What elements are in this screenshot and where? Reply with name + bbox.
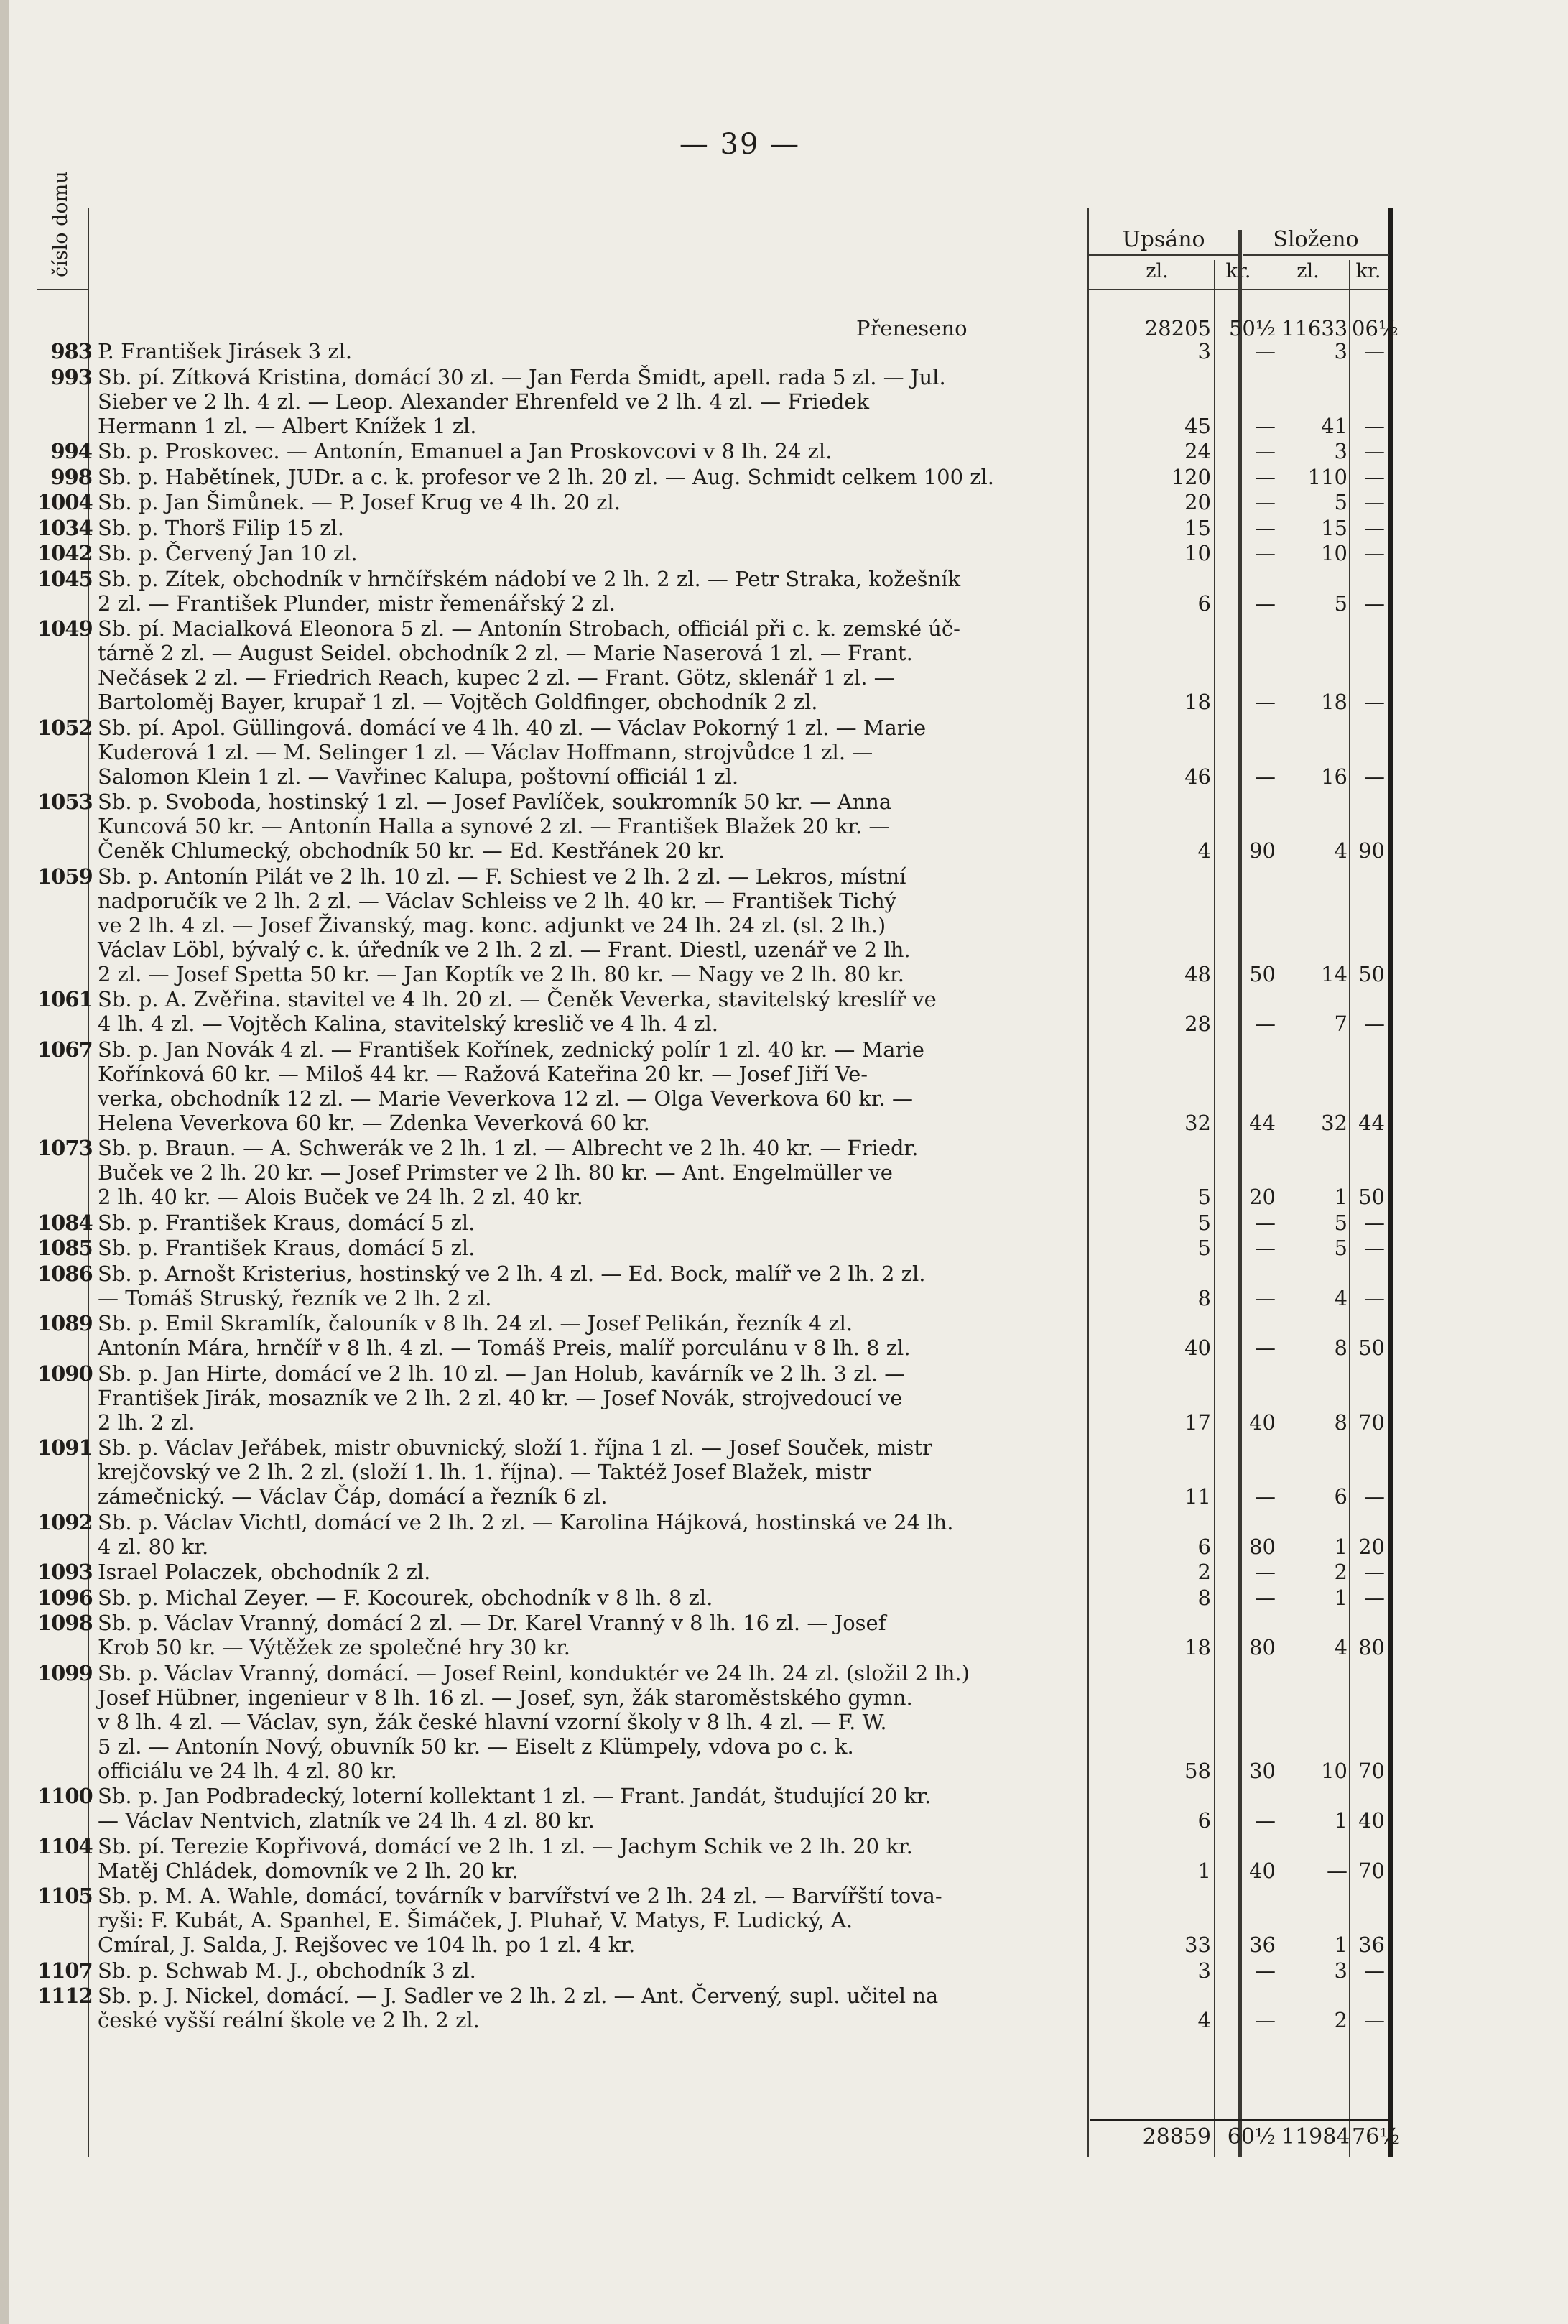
amount-upsano-kr: — bbox=[1255, 1484, 1276, 1509]
amount-upsano-zl: 5 bbox=[1197, 1210, 1211, 1235]
entry-text: Sb. p. Schwab M. J., obchodník 3 zl. bbox=[98, 1958, 476, 1983]
amount-upsano-zl: 28 bbox=[1184, 1011, 1211, 1036]
entry-text: Sb. p. Svoboda, hostinský 1 zl. — Josef Pavlíček, soukromník 50 kr. — Anna Kuncová 50 kr. — Antonín Halla a synové 2 zl. — František Blažek 20 kr. — Čeněk Chlumecký, obchodník 50 kr. — Ed. Kestřánek 20 kr. bbox=[98, 790, 892, 863]
house-number: 1093 bbox=[37, 1560, 93, 1584]
house-number: 1112 bbox=[37, 1983, 93, 2008]
amount-upsano-zl: 11 bbox=[1184, 1484, 1211, 1509]
donation-table bbox=[37, 171, 1401, 2157]
amount-slozeno-zl: 6 bbox=[1334, 1484, 1347, 1509]
entry-text: Israel Polaczek, obchodník 2 zl. bbox=[98, 1560, 431, 1584]
column-header-number bbox=[37, 171, 89, 290]
carried-label: Přeneseno bbox=[856, 316, 968, 341]
amount-upsano-zl: 32 bbox=[1184, 1110, 1211, 1135]
amount-slozeno-zl: 3 bbox=[1334, 439, 1347, 463]
amount-slozeno-kr: 50 bbox=[1358, 1185, 1385, 1209]
amount-upsano-zl: 10 bbox=[1184, 541, 1211, 565]
amount-slozeno-zl: 41 bbox=[1321, 413, 1347, 438]
amount-upsano-zl: 20 bbox=[1184, 490, 1211, 514]
table-row bbox=[37, 1661, 1388, 1783]
amount-upsano-kr: 80 bbox=[1249, 1534, 1276, 1559]
entry-text: Sb. p. A. Zvěřina. stavitel ve 4 lh. 20 zl. — Čeněk Veverka, stavitelský kreslíř ve 4 lh. 4 zl. — Vojtěch Kalina, stavitelský kreslič ve 4 lh. 4 zl. bbox=[98, 987, 937, 1036]
amount-slozeno-zl: 110 bbox=[1307, 464, 1347, 489]
house-number: 998 bbox=[50, 464, 92, 489]
amount-slozeno-kr: — bbox=[1364, 1011, 1385, 1036]
carried-slozeno-zl: 11633 bbox=[1281, 316, 1348, 341]
entry-text: Sb. p. Václav Jeřábek, mistr obuvnický, složí 1. října 1 zl. — Josef Souček, mistr krejčovský ve 2 lh. 2 zl. (složí 1. lh. 1. října). — Taktéž Josef Blažek, mistr zámečnický. — Václav Čáp, domácí a řezník 6 zl. bbox=[98, 1435, 932, 1509]
entry-text: Sb. p. Proskovec. — Antonín, Emanuel a Jan Proskovcovi v 8 lh. 24 zl. bbox=[98, 439, 832, 463]
amount-upsano-zl: 58 bbox=[1184, 1758, 1211, 1783]
amount-slozeno-zl: 1 bbox=[1334, 1932, 1347, 1957]
carried-upsano-kr: 50½ bbox=[1228, 316, 1276, 341]
amount-upsano-zl: 1 bbox=[1197, 1858, 1211, 1883]
amount-upsano-kr: — bbox=[1255, 339, 1276, 364]
amount-slozeno-kr: — bbox=[1364, 541, 1385, 565]
entry-text: Sb. p. Emil Skramlík, čalouník v 8 lh. 24 zl. — Josef Pelikán, řezník 4 zl. Antonín Mára, hrnčíř v 8 lh. 4 zl. — Tomáš Preis, malíř porculánu v 8 lh. 8 zl. bbox=[98, 1311, 911, 1360]
header-slozeno: Složeno bbox=[1243, 227, 1389, 256]
totals-row bbox=[1090, 2119, 1401, 2150]
amount-upsano-zl: 3 bbox=[1197, 1958, 1211, 1983]
house-number: 1092 bbox=[37, 1509, 93, 1534]
house-number: 1089 bbox=[37, 1311, 93, 1335]
amount-slozeno-zl: 8 bbox=[1334, 1409, 1347, 1435]
entry-text: Sb. p. J. Nickel, domácí. — J. Sadler ve 2 lh. 2 zl. — Ant. Červený, supl. učitel na české vyšší reální škole ve 2 lh. 2 zl. bbox=[98, 1983, 939, 2032]
amount-upsano-kr: 44 bbox=[1249, 1110, 1276, 1135]
house-number: 1091 bbox=[37, 1435, 93, 1460]
amount-upsano-zl: 48 bbox=[1184, 961, 1211, 986]
amount-upsano-zl: 18 bbox=[1184, 1635, 1211, 1659]
entry-text: Sb. p. Jan Podbradecký, loterní kollektant 1 zl. — Frant. Jandát, študující 20 kr. — Václav Nentvich, zlatník ve 24 lh. 4 zl. 80 kr. bbox=[98, 1784, 932, 1833]
table-row bbox=[37, 716, 1388, 789]
entry-text: Sb. p. Václav Vichtl, domácí ve 2 lh. 2 zl. — Karolina Hájková, hostinská ve 24 lh. 4 zl. 80 kr. bbox=[98, 1509, 954, 1559]
amount-slozeno-zl: 32 bbox=[1321, 1110, 1347, 1135]
entry-text: Sb. p. M. A. Wahle, domácí, továrník v barvířství ve 2 lh. 24 zl. — Barvířští tova- ryši: F. Kubát, A. Spanhel, E. Šimáček, J. Pluhař, V. Matys, F. Ludický, A. Cmíral, J. Salda, J. Rejšovec ve 104 lh. po 1 zl. 4 kr. bbox=[98, 1884, 942, 1957]
amount-slozeno-kr: 44 bbox=[1358, 1110, 1385, 1135]
amount-upsano-kr: — bbox=[1255, 490, 1276, 514]
amount-slozeno-kr: 20 bbox=[1358, 1534, 1385, 1559]
house-number: 1042 bbox=[37, 541, 93, 565]
carried-upsano-zl: 28205 bbox=[1144, 316, 1211, 341]
amount-upsano-kr: — bbox=[1255, 591, 1276, 616]
table-row bbox=[37, 1784, 1388, 1833]
amount-upsano-zl: 33 bbox=[1184, 1932, 1211, 1957]
house-number: 1004 bbox=[37, 490, 93, 514]
amount-slozeno-zl: 4 bbox=[1334, 838, 1347, 863]
amount-slozeno-kr: — bbox=[1364, 464, 1385, 489]
table-row bbox=[37, 1834, 1388, 1883]
amount-upsano-kr: — bbox=[1255, 1210, 1276, 1235]
house-number: 994 bbox=[50, 439, 92, 463]
entry-text: Sb. pí. Terezie Kopřivová, domácí ve 2 lh. 1 zl. — Jachym Schik ve 2 lh. 20 kr. Matěj Chládek, domovník ve 2 lh. 20 kr. bbox=[98, 1833, 913, 1883]
table-row bbox=[37, 541, 1388, 565]
table-row bbox=[37, 1210, 1388, 1235]
table-row bbox=[37, 1611, 1388, 1659]
entry-text: Sb. p. Červený Jan 10 zl. bbox=[98, 541, 358, 565]
amount-slozeno-kr: — bbox=[1364, 490, 1385, 514]
amount-upsano-zl: 8 bbox=[1197, 1585, 1211, 1610]
amount-upsano-kr: — bbox=[1255, 464, 1276, 489]
amount-slozeno-zl: 8 bbox=[1334, 1335, 1347, 1360]
amount-slozeno-zl: 1 bbox=[1334, 1808, 1347, 1833]
amount-upsano-kr: — bbox=[1255, 2008, 1276, 2032]
house-number: 1104 bbox=[37, 1833, 93, 1858]
house-number: 1053 bbox=[37, 790, 93, 814]
entry-text: Sb. p. Michal Zeyer. — F. Kocourek, obchodník v 8 lh. 8 zl. bbox=[98, 1585, 713, 1610]
amount-slozeno-zl: 1 bbox=[1334, 1534, 1347, 1559]
amount-upsano-zl: 3 bbox=[1197, 339, 1211, 364]
amount-upsano-kr: — bbox=[1255, 1285, 1276, 1310]
amount-slozeno-kr: 70 bbox=[1358, 1409, 1385, 1435]
amount-upsano-zl: 6 bbox=[1197, 1808, 1211, 1833]
amount-upsano-zl: 6 bbox=[1197, 591, 1211, 616]
amount-upsano-zl: 4 bbox=[1197, 2008, 1211, 2032]
amount-slozeno-kr: — bbox=[1364, 690, 1385, 714]
amount-slozeno-kr: — bbox=[1364, 339, 1385, 364]
house-number: 1099 bbox=[37, 1660, 93, 1685]
amount-slozeno-zl: 16 bbox=[1321, 764, 1347, 789]
amount-slozeno-zl: 5 bbox=[1334, 1210, 1347, 1235]
amount-upsano-zl: 17 bbox=[1184, 1409, 1211, 1435]
house-number: 1084 bbox=[37, 1210, 93, 1235]
header-slozeno-zl: zl. bbox=[1296, 260, 1319, 282]
house-number: 1100 bbox=[37, 1784, 93, 1808]
entry-text: Sb. p. Jan Hirte, domácí ve 2 lh. 10 zl. — Jan Holub, kavárník ve 2 lh. 3 zl. — František Jirák, mosazník ve 2 lh. 2 zl. 40 kr. — Josef Novák, strojvedoucí ve 2 lh. 2 zl. bbox=[98, 1361, 906, 1435]
amount-upsano-kr: — bbox=[1255, 1335, 1276, 1360]
table-row bbox=[37, 1560, 1388, 1584]
amount-upsano-zl: 18 bbox=[1184, 690, 1211, 714]
page-number: — 39 — bbox=[679, 128, 801, 161]
amount-slozeno-zl: 5 bbox=[1334, 591, 1347, 616]
amount-slozeno-zl: 7 bbox=[1334, 1011, 1347, 1036]
table-row bbox=[37, 1236, 1388, 1260]
entry-text: Sb. p. Jan Šimůnek. — P. Josef Krug ve 4 lh. 20 zl. bbox=[98, 490, 621, 514]
house-number: 1067 bbox=[37, 1037, 93, 1062]
amount-upsano-kr: — bbox=[1255, 1585, 1276, 1610]
house-number: 1034 bbox=[37, 515, 93, 540]
amount-slozeno-zl: 1 bbox=[1334, 1185, 1347, 1209]
table-row bbox=[37, 987, 1388, 1036]
table-row bbox=[37, 864, 1388, 986]
house-number: 1098 bbox=[37, 1611, 93, 1635]
header-upsano-zl: zl. bbox=[1146, 260, 1169, 282]
amount-upsano-kr: 40 bbox=[1249, 1409, 1276, 1435]
amount-upsano-kr: — bbox=[1255, 1808, 1276, 1833]
house-number: 1086 bbox=[37, 1261, 93, 1286]
amount-slozeno-kr: — bbox=[1364, 1484, 1385, 1509]
amount-upsano-zl: 45 bbox=[1184, 413, 1211, 438]
total-upsano-zl: 28859 bbox=[1142, 2124, 1211, 2149]
amount-slozeno-kr: 70 bbox=[1358, 1758, 1385, 1783]
house-number: 1045 bbox=[37, 566, 93, 591]
table-row bbox=[37, 365, 1388, 438]
table-row bbox=[37, 490, 1388, 514]
entry-text: Sb. p. Habětínek, JUDr. a c. k. profesor ve 2 lh. 20 zl. — Aug. Schmidt celkem 100 zl. bbox=[98, 464, 995, 489]
amount-slozeno-kr: 50 bbox=[1358, 1335, 1385, 1360]
table-row bbox=[37, 1983, 1388, 2032]
table-row bbox=[37, 790, 1388, 863]
house-number: 1061 bbox=[37, 987, 93, 1011]
amount-slozeno-zl: — bbox=[1327, 1858, 1347, 1883]
amount-upsano-zl: 15 bbox=[1184, 515, 1211, 540]
header-upsano-kr: kr. bbox=[1225, 260, 1251, 282]
amount-slozeno-kr: — bbox=[1364, 1285, 1385, 1310]
amount-slozeno-kr: — bbox=[1364, 413, 1385, 438]
amount-slozeno-kr: — bbox=[1364, 2008, 1385, 2032]
amount-upsano-zl: 8 bbox=[1197, 1285, 1211, 1310]
total-slozeno-zl: 11984 bbox=[1281, 2124, 1350, 2149]
amount-slozeno-zl: 18 bbox=[1321, 690, 1347, 714]
table-row bbox=[37, 1585, 1388, 1610]
entry-text: Sb. pí. Apol. Güllingová. domácí ve 4 lh. 40 zl. — Václav Pokorný 1 zl. — Marie Kuderová 1 zl. — M. Selinger 1 zl. — Václav Hoffmann, strojvůdce 1 zl. — Salomon Klein 1 zl. — Vavřinec Kalupa, poštovní officiál 1 zl. bbox=[98, 715, 927, 789]
amount-slozeno-kr: 40 bbox=[1358, 1808, 1385, 1833]
amount-slozeno-kr: — bbox=[1364, 1585, 1385, 1610]
table-row bbox=[37, 1261, 1388, 1310]
amount-slozeno-kr: 70 bbox=[1358, 1858, 1385, 1883]
table-row bbox=[37, 1510, 1388, 1559]
entry-text: Sb. p. Václav Vranný, domácí. — Josef Reinl, konduktér ve 24 lh. 24 zl. (složil 2 lh.) Josef Hübner, ingenieur v 8 lh. 16 zl. — Josef, syn, žák staroměstského gymn. v 8 lh. 4 zl. — Václav, syn, žák české hlavní vzorní školy v 8 lh. 4 zl. — F. W. 5 zl. — Antonín Nový, obuvník 50 kr. — Eiselt z Klümpely, vdova po c. k. officiálu ve 24 lh. 4 zl. 80 kr. bbox=[98, 1660, 970, 1783]
amount-upsano-kr: 30 bbox=[1249, 1758, 1276, 1783]
entry-text: Sb. p. František Kraus, domácí 5 zl. bbox=[98, 1210, 475, 1235]
table-row bbox=[37, 1435, 1388, 1509]
entry-text: Sb. p. Jan Novák 4 zl. — František Kořínek, zednický polír 1 zl. 40 kr. — Marie Kořínková 60 kr. — Miloš 44 kr. — Ražová Kateřina 20 kr. — Josef Jiří Ve- verka, obchodník 12 zl. — Marie Veverkova 12 zl. — Olga Veverkova 60 kr. — Helena Veverkova 60 kr. — Zdenka Veverková 60 kr. bbox=[98, 1037, 924, 1135]
amount-slozeno-zl: 14 bbox=[1321, 961, 1347, 986]
table-row bbox=[37, 1037, 1388, 1135]
amount-slozeno-kr: — bbox=[1364, 764, 1385, 789]
total-slozeno-kr: 76½ bbox=[1352, 2124, 1401, 2149]
amount-slozeno-zl: 10 bbox=[1321, 1758, 1347, 1783]
amount-slozeno-zl: 3 bbox=[1334, 339, 1347, 364]
entry-text: Sb. p. Arnošt Kristerius, hostinský ve 2 lh. 4 zl. — Ed. Bock, malíř ve 2 lh. 2 zl. — Tomáš Struský, řezník ve 2 lh. 2 zl. bbox=[98, 1261, 926, 1310]
amount-slozeno-kr: — bbox=[1364, 1560, 1385, 1584]
amount-slozeno-zl: 15 bbox=[1321, 515, 1347, 540]
amount-upsano-kr: — bbox=[1255, 515, 1276, 540]
entry-text: Sb. pí. Zítková Kristina, domácí 30 zl. — Jan Ferda Šmidt, apell. rada 5 zl. — Jul. Sieber ve 2 lh. 4 zl. — Leop. Alexander Ehrenfeld ve 2 lh. 4 zl. — Friedek Hermann 1 zl. — Albert Knížek 1 zl. bbox=[98, 364, 946, 438]
carried-slozeno-kr: 06½ bbox=[1352, 316, 1399, 341]
amount-upsano-kr: — bbox=[1255, 1011, 1276, 1036]
header-upsano: Upsáno bbox=[1089, 227, 1238, 256]
house-number: 1107 bbox=[37, 1958, 93, 1983]
table-row bbox=[37, 339, 1388, 364]
table-row bbox=[37, 516, 1388, 540]
amount-upsano-kr: 50 bbox=[1249, 961, 1276, 986]
amount-upsano-zl: 2 bbox=[1197, 1560, 1211, 1584]
entry-text: Sb. p. Václav Vranný, domácí 2 zl. — Dr. Karel Vranný v 8 lh. 16 zl. — Josef Krob 50 kr. — Výtěžek ze společné hry 30 kr. bbox=[98, 1611, 886, 1659]
amount-slozeno-kr: 36 bbox=[1358, 1932, 1385, 1957]
amount-upsano-zl: 120 bbox=[1171, 464, 1211, 489]
amount-slozeno-kr: — bbox=[1364, 1210, 1385, 1235]
amount-slozeno-zl: 2 bbox=[1334, 2008, 1347, 2032]
table-row bbox=[37, 465, 1388, 489]
amount-upsano-kr: — bbox=[1255, 1560, 1276, 1584]
house-number: 1073 bbox=[37, 1136, 93, 1160]
amount-slozeno-zl: 10 bbox=[1321, 541, 1347, 565]
amount-upsano-zl: 6 bbox=[1197, 1534, 1211, 1559]
amount-slozeno-zl: 5 bbox=[1334, 1236, 1347, 1260]
entry-text: Sb. p. Braun. — A. Schwerák ve 2 lh. 1 zl. — Albrecht ve 2 lh. 40 kr. — Friedr. Buček ve 2 lh. 20 kr. — Josef Primster ve 2 lh. 80 kr. — Ant. Engelmüller ve 2 lh. 40 kr. — Alois Buček ve 24 lh. 2 zl. 40 kr. bbox=[98, 1136, 919, 1209]
amount-upsano-kr: — bbox=[1255, 764, 1276, 789]
amount-slozeno-zl: 4 bbox=[1334, 1285, 1347, 1310]
amount-upsano-zl: 5 bbox=[1197, 1185, 1211, 1209]
table-row bbox=[37, 567, 1388, 616]
house-number: 1090 bbox=[37, 1361, 93, 1386]
entry-text: Sb. pí. Macialková Eleonora 5 zl. — Antonín Strobach, officiál při c. k. zemské úč- tárně 2 zl. — August Seidel. obchodník 2 zl. — Marie Naserová 1 zl. — Frant. Nečásek 2 zl. — Friedrich Reach, kupec 2 zl. — Frant. Götz, sklenář 1 zl. — Bartoloměj Bayer, krupař 1 zl. — Vojtěch Goldfinger, obchodník 2 zl. bbox=[98, 616, 960, 714]
entry-text: Sb. p. Thorš Filip 15 zl. bbox=[98, 515, 344, 540]
house-number: 1049 bbox=[37, 616, 93, 641]
table-row bbox=[37, 1311, 1388, 1360]
amount-slozeno-kr: 50 bbox=[1358, 961, 1385, 986]
amount-slozeno-kr: — bbox=[1364, 591, 1385, 616]
house-number: 1085 bbox=[37, 1236, 93, 1260]
table-row bbox=[37, 1361, 1388, 1435]
table-row bbox=[37, 1136, 1388, 1209]
amount-slozeno-zl: 3 bbox=[1334, 1958, 1347, 1983]
amount-upsano-zl: 24 bbox=[1184, 439, 1211, 463]
amount-upsano-kr: — bbox=[1255, 413, 1276, 438]
amount-upsano-kr: 90 bbox=[1249, 838, 1276, 863]
amount-upsano-kr: 80 bbox=[1249, 1635, 1276, 1659]
total-upsano-kr: 60½ bbox=[1227, 2124, 1276, 2149]
amount-upsano-zl: 46 bbox=[1184, 764, 1211, 789]
amount-slozeno-kr: — bbox=[1364, 515, 1385, 540]
table-row bbox=[37, 1958, 1388, 1983]
amount-upsano-zl: 5 bbox=[1197, 1236, 1211, 1260]
amount-upsano-kr: — bbox=[1255, 1958, 1276, 1983]
amount-upsano-kr: — bbox=[1255, 690, 1276, 714]
house-number: 983 bbox=[50, 339, 92, 364]
header-slozeno-kr: kr. bbox=[1355, 260, 1381, 282]
amount-slozeno-zl: 1 bbox=[1334, 1585, 1347, 1610]
amount-slozeno-kr: 80 bbox=[1358, 1635, 1385, 1659]
house-number: 1052 bbox=[37, 715, 93, 740]
table-row bbox=[37, 439, 1388, 463]
amount-upsano-zl: 40 bbox=[1184, 1335, 1211, 1360]
amount-upsano-kr: 36 bbox=[1249, 1932, 1276, 1957]
amount-slozeno-zl: 5 bbox=[1334, 490, 1347, 514]
house-number: 1096 bbox=[37, 1585, 93, 1610]
amount-slozeno-kr: — bbox=[1364, 1236, 1385, 1260]
house-number: 1059 bbox=[37, 864, 93, 889]
table-row bbox=[37, 1884, 1388, 1957]
house-number: 1105 bbox=[37, 1884, 93, 1908]
amount-upsano-kr: — bbox=[1255, 439, 1276, 463]
page-edge bbox=[0, 0, 9, 2324]
amount-upsano-kr: 40 bbox=[1249, 1858, 1276, 1883]
amount-upsano-kr: — bbox=[1255, 1236, 1276, 1260]
amount-slozeno-kr: — bbox=[1364, 439, 1385, 463]
amount-slozeno-zl: 2 bbox=[1334, 1560, 1347, 1584]
entry-text: Sb. p. Antonín Pilát ve 2 lh. 10 zl. — F. Schiest ve 2 lh. 2 zl. — Lekros, místní nadporučík ve 2 lh. 2 zl. — Václav Schleiss ve 2 lh. 40 kr. — František Tichý ve 2 lh. 4 zl. — Josef Živanský, mag. konc. adjunkt ve 24 lh. 24 zl. (sl. 2 lh.) Václav Löbl, bývalý c. k. úředník ve 2 lh. 2 zl. — Frant. Diestl, uzenář ve 2 lh. 2 zl. — Josef Spetta 50 kr. — Jan Koptík ve 2 lh. 80 kr. — Nagy ve 2 lh. 80 kr. bbox=[98, 864, 911, 986]
column-header-number-label: číslo domu bbox=[50, 171, 72, 277]
house-number: 993 bbox=[50, 364, 92, 389]
entry-text: P. František Jirásek 3 zl. bbox=[98, 339, 353, 364]
entry-text: Sb. p. František Kraus, domácí 5 zl. bbox=[98, 1236, 475, 1260]
amount-upsano-kr: 20 bbox=[1249, 1185, 1276, 1209]
amount-slozeno-kr: 90 bbox=[1358, 838, 1385, 863]
amount-upsano-kr: — bbox=[1255, 541, 1276, 565]
amount-slozeno-zl: 4 bbox=[1334, 1635, 1347, 1659]
entry-text: Sb. p. Zítek, obchodník v hrnčířském nádobí ve 2 lh. 2 zl. — Petr Straka, kožešník 2 zl. — František Plunder, mistr řemenářský 2 zl. bbox=[98, 566, 961, 616]
amount-upsano-zl: 4 bbox=[1197, 838, 1211, 863]
amount-slozeno-kr: — bbox=[1364, 1958, 1385, 1983]
table-row bbox=[37, 616, 1388, 714]
